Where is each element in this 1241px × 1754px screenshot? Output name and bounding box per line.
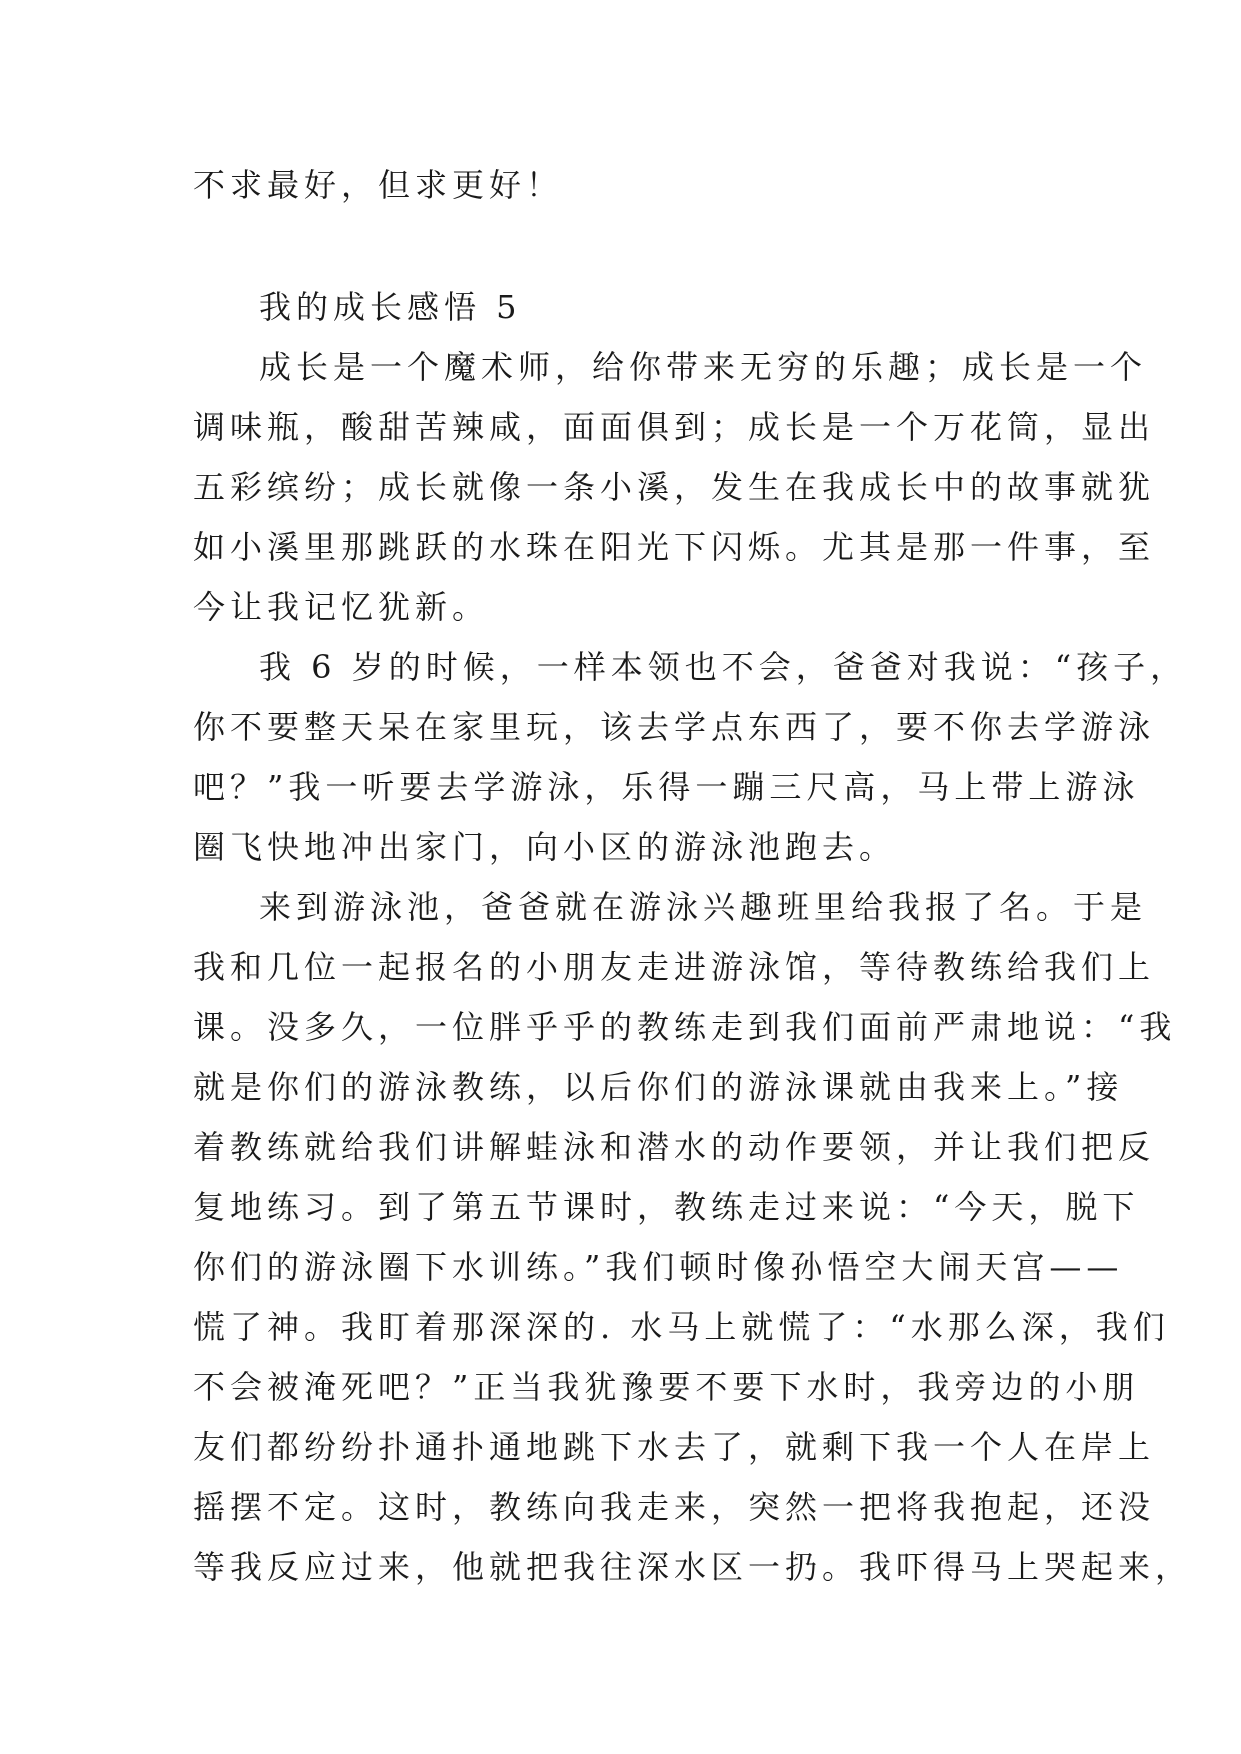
text-line: 如小溪里那跳跃的水珠在阳光下闪烁。尤其是那一件事，至: [193, 528, 1156, 566]
closing-line: 不求最好，但求更好！: [193, 166, 564, 204]
text-line: 不会被淹死吧？”正当我犹豫要不要下水时，我旁边的小朋: [193, 1368, 1140, 1406]
text-line: 今让我记忆犹新。: [193, 588, 490, 626]
text-line: 摇摆不定。这时，教练向我走来，突然一把将我抱起，还没: [193, 1488, 1156, 1526]
text-line: 着教练就给我们讲解蛙泳和潜水的动作要领，并让我们把反: [193, 1128, 1156, 1166]
text-line: 吧？”我一听要去学游泳，乐得一蹦三尺高，马上带上游泳: [193, 768, 1140, 806]
text-line: 我和几位一起报名的小朋友走进游泳馆，等待教练给我们上: [193, 948, 1156, 986]
text-line: 课。没多久，一位胖乎乎的教练走到我们面前严肃地说：“我: [193, 1008, 1177, 1046]
document-body: [193, 155, 1193, 1597]
text-line: 五彩缤纷；成长就像一条小溪，发生在我成长中的故事就犹: [193, 468, 1156, 506]
text-line: 复地练习。到了第五节课时，教练走过来说：“今天，脱下: [193, 1188, 1140, 1226]
section-title: 我的成长感悟 5: [259, 288, 522, 326]
text-line: 慌了神。我盯着那深深的. 水马上就慌了：“水那么深，我们: [193, 1308, 1170, 1346]
text-line: 成长是一个魔术师，给你带来无穷的乐趣；成长是一个: [259, 348, 1148, 386]
section-gap: [193, 215, 1055, 277]
text-line: 你不要整天呆在家里玩，该去学点东西了，要不你去学游泳: [193, 708, 1156, 746]
text-line: 来到游泳池，爸爸就在游泳兴趣班里给我报了名。于是: [259, 888, 1148, 926]
text-line: 圈飞快地冲出家门，向小区的游泳池跑去。: [193, 828, 897, 866]
text-line: 调味瓶，酸甜苦辣咸，面面俱到；成长是一个万花筒，显出: [193, 408, 1156, 446]
text-line: 就是你们的游泳教练，以后你们的游泳课就由我来上。”接: [193, 1068, 1124, 1106]
text-line: 友们都纷纷扑通扑通地跳下水去了，就剩下我一个人在岸上: [193, 1428, 1156, 1466]
text-line: 你们的游泳圈下水训练。”我们顿时像孙悟空大闹天宫——: [193, 1248, 1124, 1286]
text-line: 等我反应过来，他就把我往深水区一扔。我吓得马上哭起来，: [193, 1548, 1193, 1586]
text-line: 我 6 岁的时候，一样本领也不会，爸爸对我说：“孩子，: [259, 648, 1188, 686]
